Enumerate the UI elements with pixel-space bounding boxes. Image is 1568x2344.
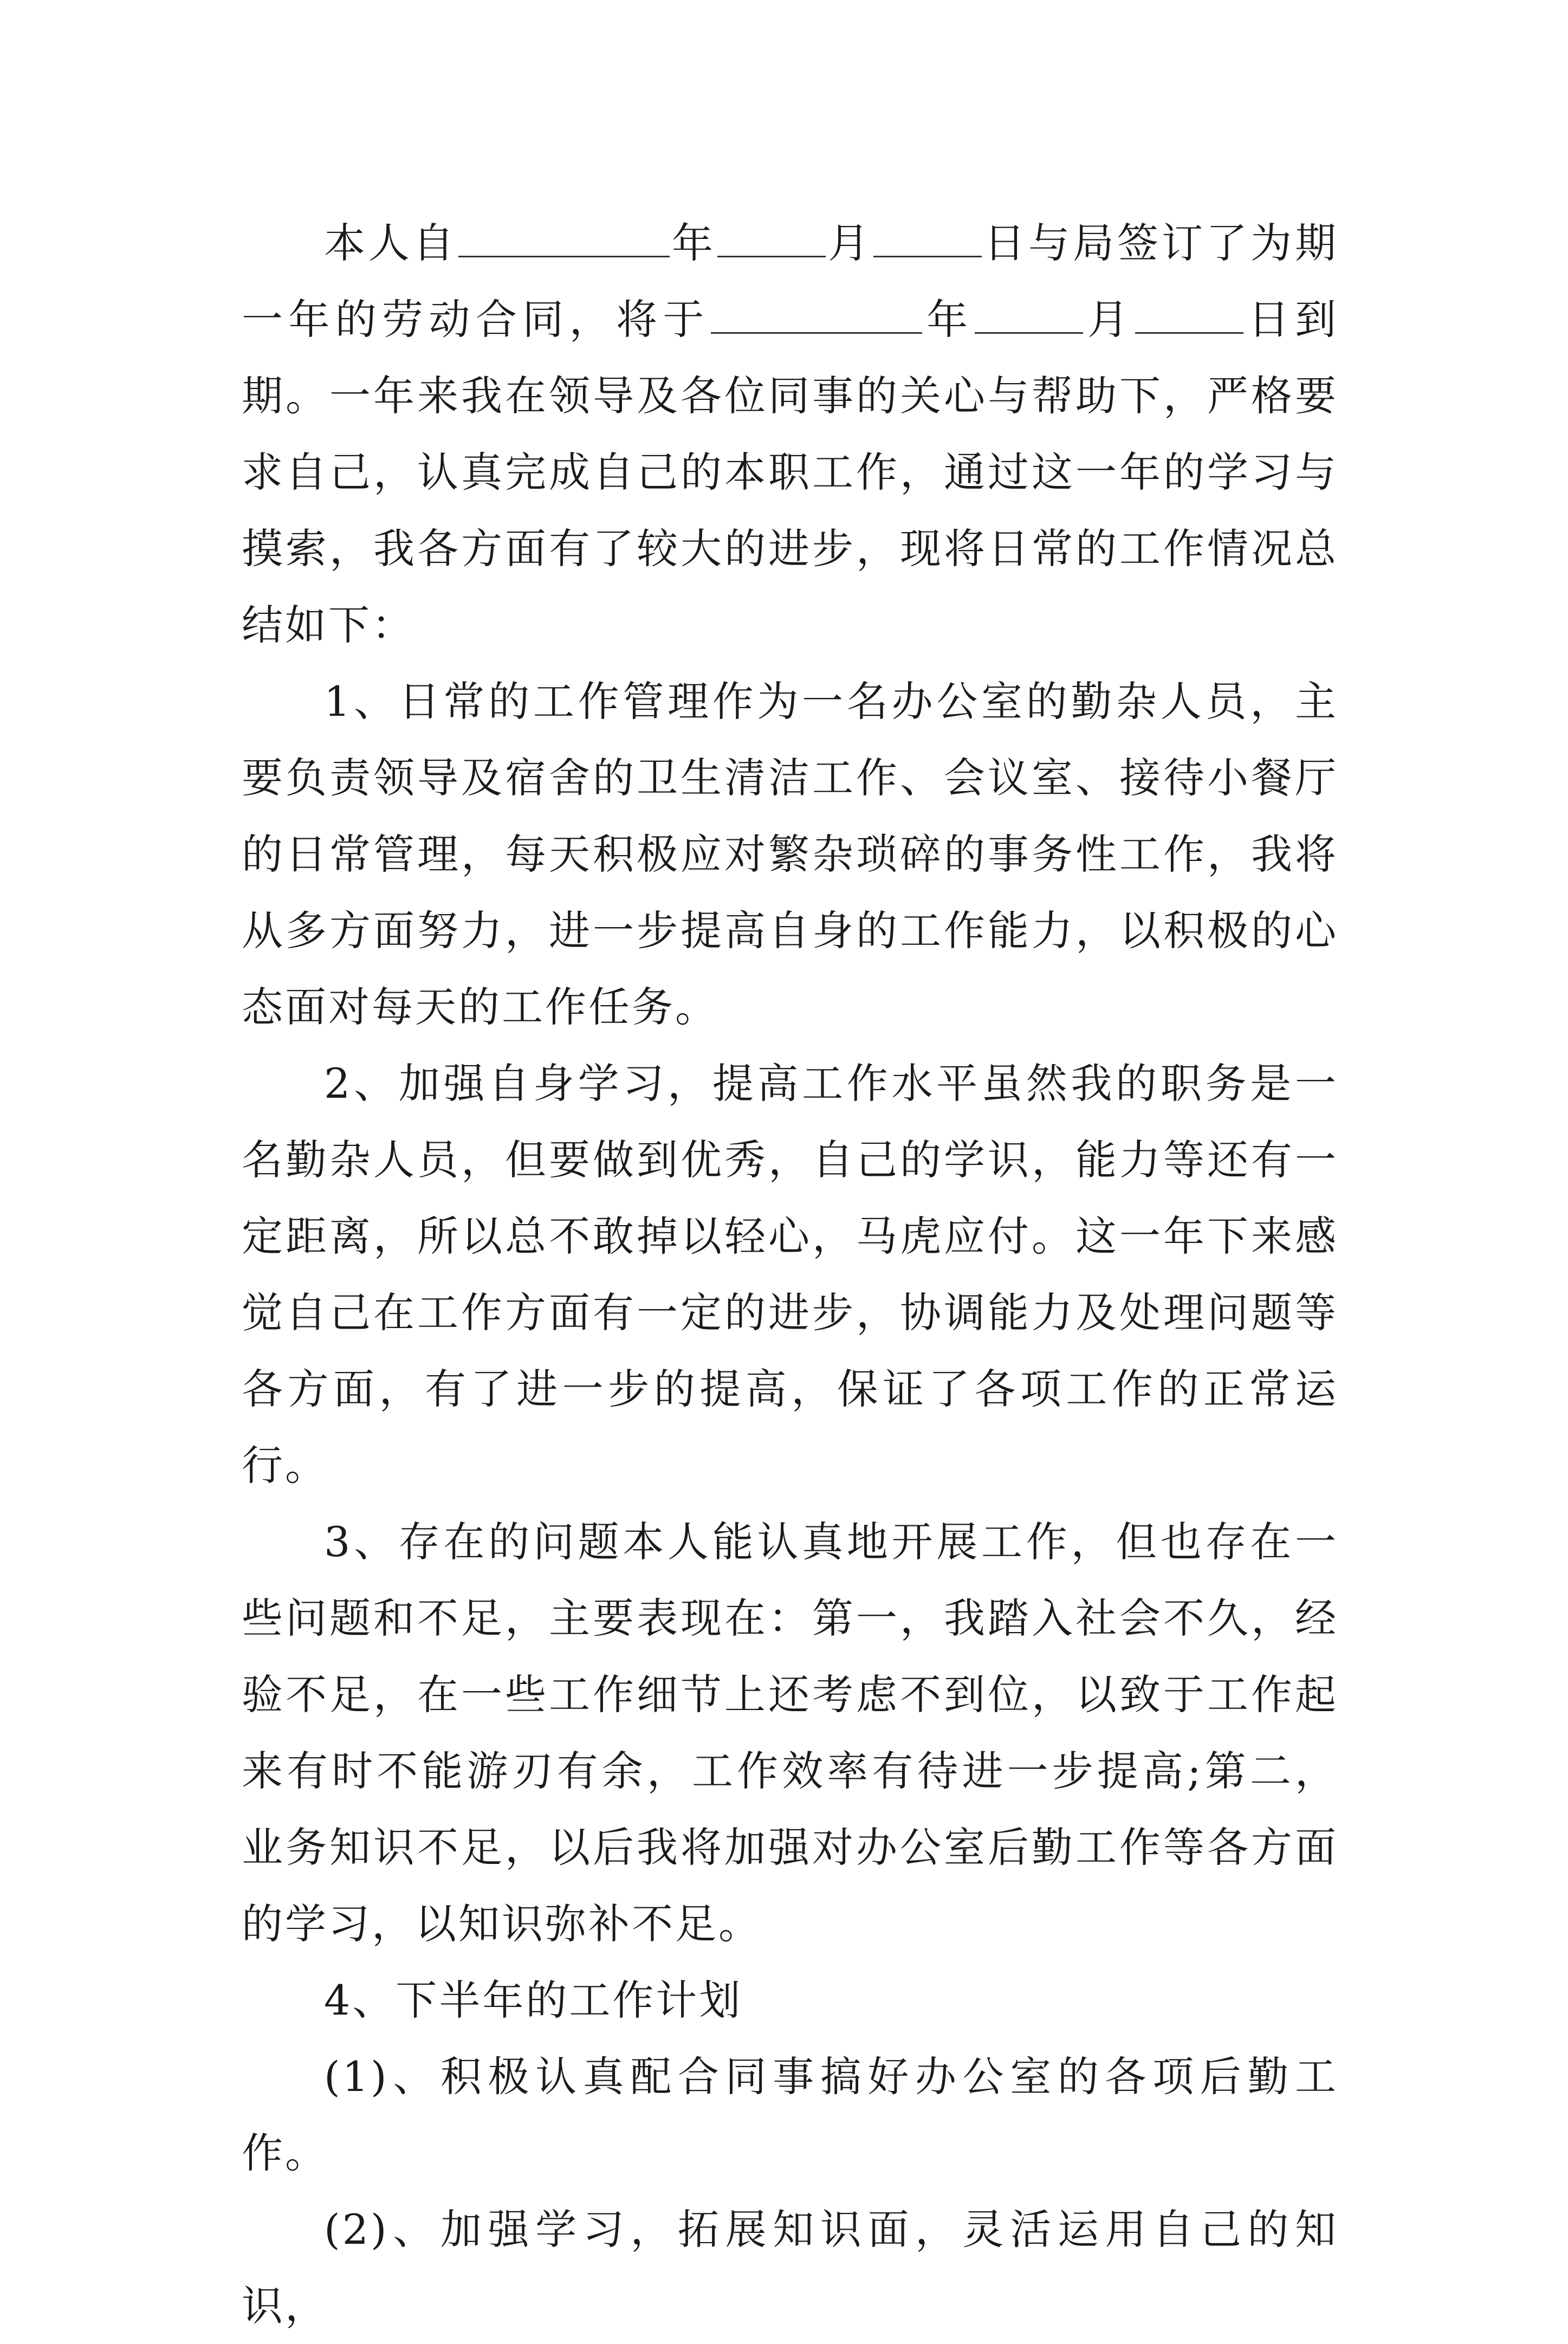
start-month-blank [717,223,826,257]
paragraph-daily-management: 1、日常的工作管理作为一名办公室的勤杂人员，主要负责领导及宿舍的卫生清洁工作、会议室、接待小餐厅的日常管理，每天积极应对繁杂琐碎的事务性工作，我将从多方面努力，进一步提高自身的工作能力，以积极的心态面对每天的工作任务。 [242,677,1338,1031]
intro-text-4: 日与局签订了为期一年的劳动合同，将于 [242,219,1338,344]
intro-text-3: 月 [827,219,872,267]
intro-text-1: 本人自 [324,219,457,267]
paragraph-self-study: 2、加强自身学习，提高工作水平虽然我的职务是一名勤杂人员，但要做到优秀，自己的学识，能力等还有一定距离，所以总不敢掉以轻心，马虎应付。这一年下来感觉自己在工作方面有一定的进步，协调能力及处理问题等各方面，有了进一步的提高，保证了各项工作的正常运行。 [242,1059,1338,1490]
start-year-blank [458,223,670,257]
start-day-blank [873,223,982,257]
end-day-blank [1135,300,1243,334]
intro-text-5: 年 [923,295,974,344]
paragraph-plan-heading: 4、下半年的工作计划 [324,1976,743,2024]
intro-text-7: 日到期。一年来我在领导及各位同事的关心与帮助下，严格要求自己，认真完成自己的本职工作，通过这一年的学习与摸索，我各方面有了较大的进步，现将日常的工作情况总结如下： [242,295,1338,649]
paragraph-plan-item-2: (2)、加强学习，拓展知识面，灵活运用自己的知识， [242,2205,1338,2330]
intro-paragraph [242,205,1338,663]
document-body [242,205,1338,2344]
end-month-blank [975,300,1083,334]
intro-text-6: 月 [1084,295,1135,344]
paragraph-problems: 3、存在的问题本人能认真地开展工作，但也存在一些问题和不足，主要表现在：第一，我踏入社会不久，经验不足，在一些工作细节上还考虑不到位，以致于工作起来有时不能游刃有余，工作效率有待进一步提高;第二，业务知识不足，以后我将加强对办公室后勤工作等各方面的学习，以知识弥补不足。 [242,1518,1338,1948]
end-year-blank [711,300,922,334]
paragraph-plan-item-1: (1)、积极认真配合同事搞好办公室的各项后勤工作。 [242,2052,1338,2177]
intro-text-2: 年 [671,219,716,267]
